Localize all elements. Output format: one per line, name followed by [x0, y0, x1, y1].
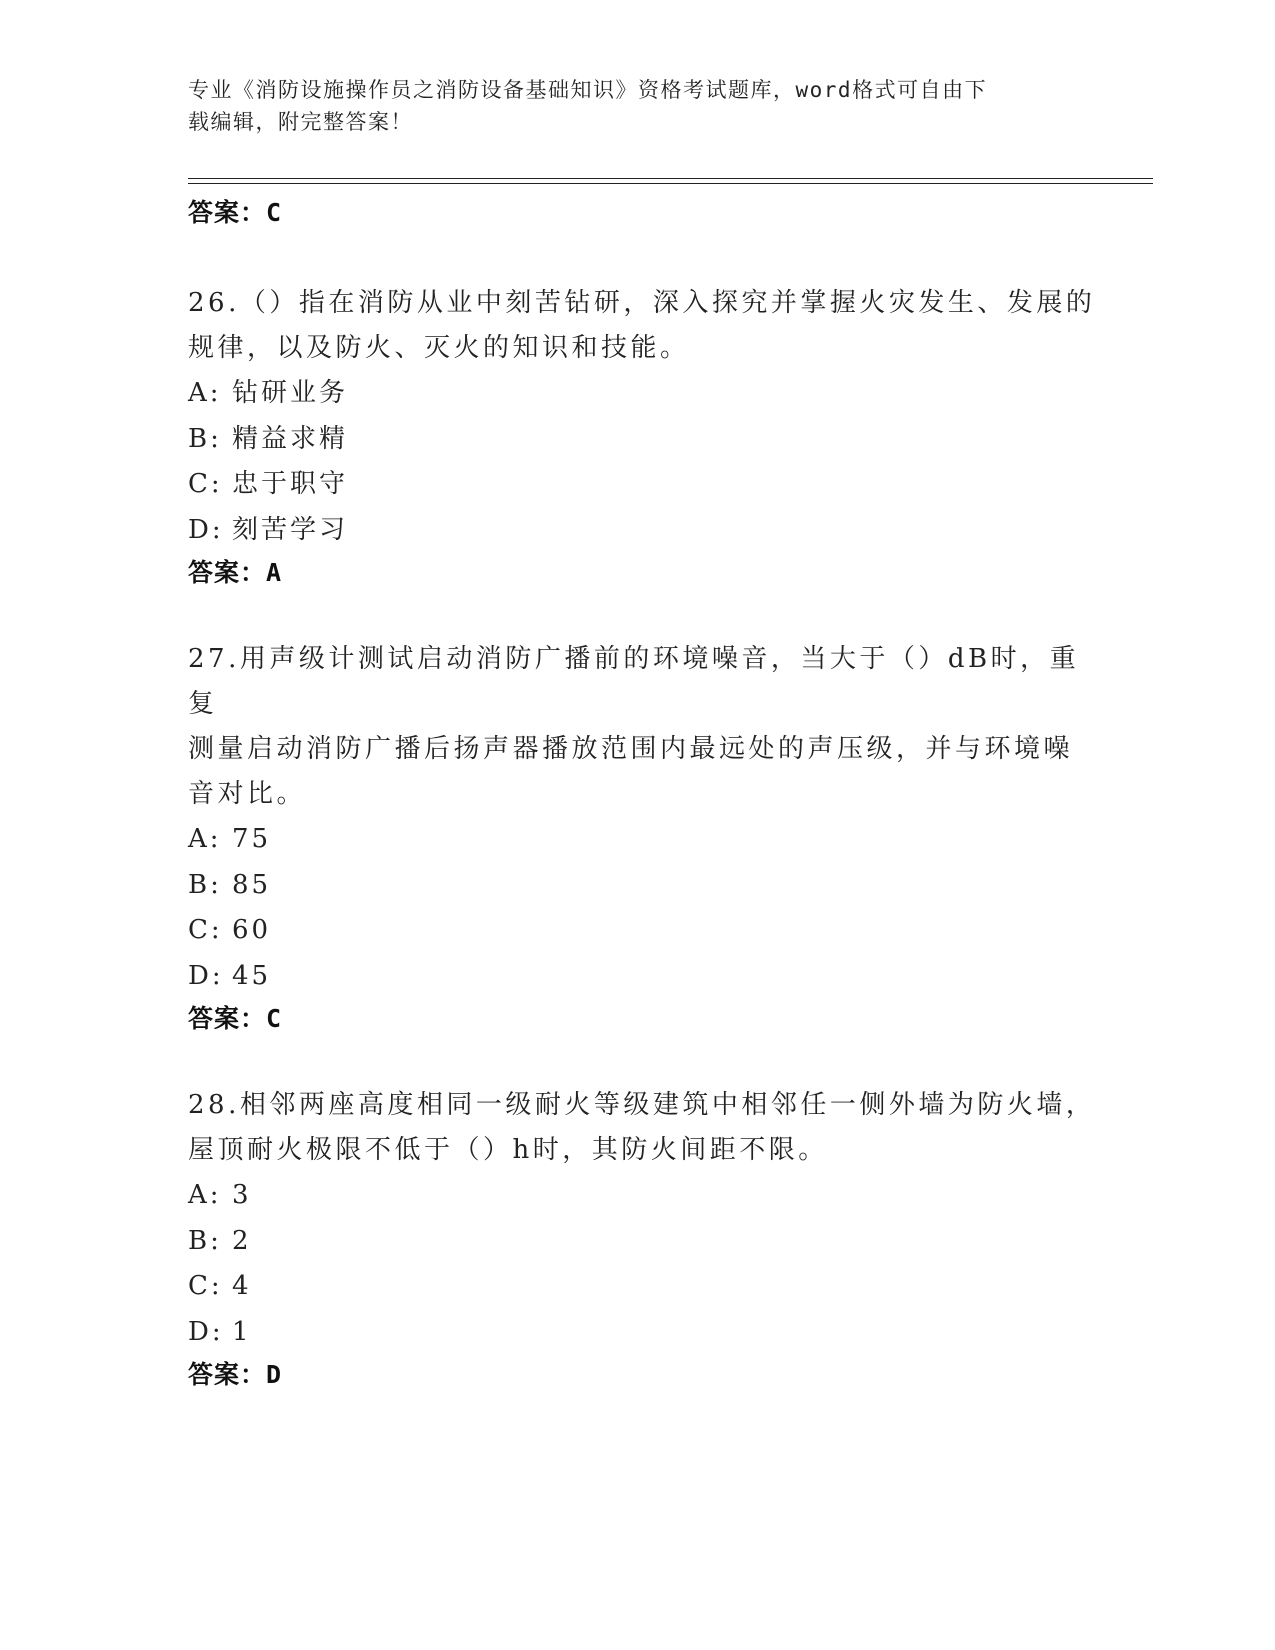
- question-27: [188, 637, 1108, 1039]
- question-26: [188, 281, 1108, 593]
- question-text: [188, 281, 1108, 371]
- option-label: B:: [188, 1225, 222, 1256]
- option-text: 4: [232, 1271, 252, 1301]
- option-text: 85: [232, 869, 272, 900]
- question-line: 音对比。: [188, 779, 307, 809]
- answer: 答案：C: [188, 1004, 283, 1033]
- option-c: [188, 908, 1108, 954]
- option-label: A:: [188, 1180, 222, 1210]
- answer: 答案：A: [188, 558, 283, 587]
- question-text: [188, 1083, 1108, 1173]
- option-text: 3: [232, 1180, 252, 1210]
- option-c: [188, 462, 1108, 508]
- option-a: [188, 817, 1108, 863]
- option-text: 刻苦学习: [232, 514, 349, 545]
- answer: 答案：D: [188, 1360, 283, 1389]
- question-list: [188, 193, 1108, 1439]
- option-c: [188, 1264, 1108, 1310]
- option-label: D:: [188, 514, 224, 545]
- option-b: [188, 1219, 1108, 1265]
- option-label: C:: [188, 1271, 223, 1301]
- option-text: 45: [232, 960, 272, 991]
- option-label: C:: [188, 469, 223, 499]
- question-line: 测量启动消防广播后扬声器播放范围内最远处的声压级，并与环境噪: [188, 734, 1074, 764]
- option-text: 75: [232, 824, 272, 854]
- question-line: 27.用声级计测试启动消防广播前的环境噪音，当大于（）dB时，重复: [188, 644, 1080, 719]
- question-line: 26.（）指在消防从业中刻苦钻研，深入探究并掌握火灾发生、发展的: [188, 288, 1096, 318]
- question-line: 屋顶耐火极限不低于（）h时，其防火间距不限。: [188, 1135, 828, 1165]
- question-line: 规律，以及防火、灭火的知识和技能。: [188, 333, 690, 363]
- previous-answer: 答案：C: [188, 198, 283, 227]
- option-label: D:: [188, 1316, 224, 1347]
- option-text: 2: [232, 1225, 252, 1256]
- option-label: D:: [188, 960, 224, 991]
- option-text: 忠于职守: [232, 469, 349, 499]
- option-a: [188, 1173, 1108, 1219]
- option-b: [188, 863, 1108, 909]
- question-text: [188, 637, 1108, 817]
- option-label: B:: [188, 423, 222, 454]
- header-line-1: 专业《消防设施操作员之消防设备基础知识》资格考试题库，word格式可自由下: [188, 78, 988, 102]
- option-text: 钻研业务: [232, 378, 349, 408]
- option-text: 精益求精: [232, 423, 349, 454]
- option-text: 1: [232, 1316, 252, 1347]
- header-divider-top: [188, 178, 1153, 179]
- question-28: [188, 1083, 1108, 1395]
- header-divider-bottom: [188, 183, 1153, 184]
- option-b: [188, 417, 1108, 463]
- document-header: [188, 74, 1088, 138]
- option-label: B:: [188, 869, 222, 900]
- header-line-2: 载编辑，附完整答案！: [188, 110, 413, 134]
- option-d: [188, 954, 1108, 1000]
- option-label: A:: [188, 378, 222, 408]
- option-a: [188, 371, 1108, 417]
- option-d: [188, 508, 1108, 554]
- option-label: A:: [188, 824, 222, 854]
- option-d: [188, 1310, 1108, 1356]
- option-text: 60: [232, 915, 272, 945]
- question-line: 28.相邻两座高度相同一级耐火等级建筑中相邻任一侧外墙为防火墙，: [188, 1090, 1096, 1120]
- option-label: C:: [188, 915, 223, 945]
